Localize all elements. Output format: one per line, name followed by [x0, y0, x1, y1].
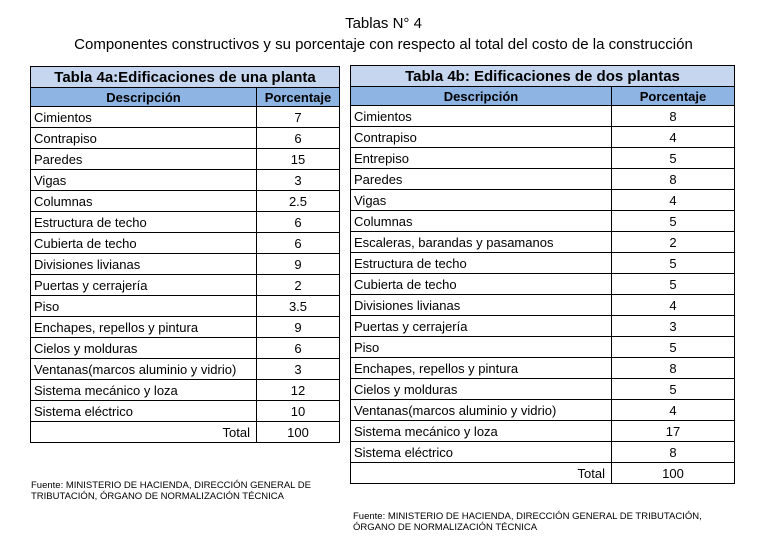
table-a-description-cell: Columnas [31, 191, 257, 212]
table-b-percentage-cell: 5 [612, 148, 735, 169]
table-b-row [351, 169, 735, 190]
table-b-row [351, 337, 735, 358]
table-b-description-cell: Cielos y molduras [351, 379, 612, 400]
table-b-description-cell: Sistema mecánico y loza [351, 421, 612, 442]
table-b-description-cell: Cubierta de techo [351, 274, 612, 295]
table-a-description-cell: Estructura de techo [31, 212, 257, 233]
table-a-percentage-cell: 9 [257, 317, 340, 338]
table-a-description-cell: Cubierta de techo [31, 233, 257, 254]
table-a-body [31, 107, 340, 422]
table-b-percentage-cell: 4 [612, 400, 735, 421]
table-a-total-label: Total [31, 422, 257, 443]
table-b-percentage-cell: 5 [612, 274, 735, 295]
table-b-percentage-cell: 17 [612, 421, 735, 442]
table-a-description-cell: Sistema mecánico y loza [31, 380, 257, 401]
table-a-source: Fuente: MINISTERIO DE HACIENDA, DIRECCIÓN GENERAL DE TRIBUTACIÓN, ÓRGANO DE NORMALIZACIÓN TÉCNICA [31, 480, 311, 502]
table-a-row [31, 359, 340, 380]
table-a-row [31, 128, 340, 149]
table-a-percentage-cell: 6 [257, 233, 340, 254]
table-b-row [351, 148, 735, 169]
table-a-description-cell: Piso [31, 296, 257, 317]
table-a-description-cell: Puertas y cerrajería [31, 275, 257, 296]
table-a-header-percentage: Porcentaje [257, 88, 340, 107]
table-a-percentage-cell: 6 [257, 128, 340, 149]
page-subtitle: Componentes constructivos y su porcentaje con respecto al total del costo de la construcción [74, 36, 693, 53]
table-b-total-value: 100 [612, 463, 735, 484]
table-a-header-description: Descripción [31, 88, 257, 107]
table-b-percentage-cell: 4 [612, 295, 735, 316]
table-b-description-cell: Ventanas(marcos aluminio y vidrio) [351, 400, 612, 421]
table-b-row [351, 379, 735, 400]
table-b-row [351, 190, 735, 211]
table-a-row [31, 380, 340, 401]
table-a-percentage-cell: 12 [257, 380, 340, 401]
table-b-row [351, 358, 735, 379]
table-a-caption: Tabla 4a:Edificaciones de una planta [31, 67, 340, 88]
table-a-row [31, 275, 340, 296]
table-b-row [351, 232, 735, 253]
table-b-description-cell: Contrapiso [351, 127, 612, 148]
table-a-percentage-cell: 15 [257, 149, 340, 170]
table-b-description-cell: Puertas y cerrajería [351, 316, 612, 337]
table-a-percentage-cell: 3 [257, 170, 340, 191]
table-a-row [31, 296, 340, 317]
table-a-row [31, 338, 340, 359]
table-b-row [351, 400, 735, 421]
table-b-percentage-cell: 5 [612, 253, 735, 274]
table-a-row [31, 233, 340, 254]
table-b-description-cell: Columnas [351, 211, 612, 232]
table-a-row [31, 170, 340, 191]
table-a-percentage-cell: 7 [257, 107, 340, 128]
table-b-row [351, 274, 735, 295]
table-b-description-cell: Estructura de techo [351, 253, 612, 274]
table-b-row [351, 253, 735, 274]
table-a-percentage-cell: 6 [257, 338, 340, 359]
table-b-percentage-cell: 8 [612, 442, 735, 463]
table-a-description-cell: Divisiones livianas [31, 254, 257, 275]
table-b-percentage-cell: 5 [612, 337, 735, 358]
table-a-row [31, 254, 340, 275]
table-b-description-cell: Entrepiso [351, 148, 612, 169]
table-b-percentage-cell: 8 [612, 358, 735, 379]
table-a-description-cell: Enchapes, repellos y pintura [31, 317, 257, 338]
table-a-description-cell: Vigas [31, 170, 257, 191]
table-a-percentage-cell: 9 [257, 254, 340, 275]
table-a-description-cell: Contrapiso [31, 128, 257, 149]
table-b-percentage-cell: 5 [612, 379, 735, 400]
table-a-percentage-cell: 2.5 [257, 191, 340, 212]
table-b-description-cell: Piso [351, 337, 612, 358]
table-a [30, 66, 340, 443]
table-a-total-value: 100 [257, 422, 340, 443]
table-a-row [31, 212, 340, 233]
table-a-percentage-cell: 3.5 [257, 296, 340, 317]
table-a-description-cell: Sistema eléctrico [31, 401, 257, 422]
table-b-row [351, 421, 735, 442]
table-b-body [351, 106, 735, 463]
table-b-percentage-cell: 8 [612, 169, 735, 190]
table-b-total-label: Total [351, 463, 612, 484]
table-a-description-cell: Cielos y molduras [31, 338, 257, 359]
table-b-description-cell: Sistema eléctrico [351, 442, 612, 463]
table-b-total-row [351, 463, 735, 484]
table-b-percentage-cell: 3 [612, 316, 735, 337]
table-a-total-row [31, 422, 340, 443]
table-b-description-cell: Enchapes, repellos y pintura [351, 358, 612, 379]
page-title: Tablas N° 4 [345, 15, 422, 32]
table-a-percentage-cell: 10 [257, 401, 340, 422]
table-b-header-description: Descripción [351, 87, 612, 106]
table-b-description-cell: Divisiones livianas [351, 295, 612, 316]
table-b-percentage-cell: 4 [612, 190, 735, 211]
table-b [350, 65, 735, 484]
table-b-row [351, 211, 735, 232]
table-b-percentage-cell: 8 [612, 106, 735, 127]
table-b-row [351, 316, 735, 337]
table-a-percentage-cell: 2 [257, 275, 340, 296]
table-b-caption: Tabla 4b: Edificaciones de dos plantas [351, 66, 735, 87]
table-b-percentage-cell: 4 [612, 127, 735, 148]
table-b-row [351, 442, 735, 463]
table-b-row [351, 106, 735, 127]
table-a-row [31, 317, 340, 338]
table-a-percentage-cell: 6 [257, 212, 340, 233]
table-a-row [31, 191, 340, 212]
table-b-header-percentage: Porcentaje [612, 87, 735, 106]
table-b-description-cell: Vigas [351, 190, 612, 211]
table-b-row [351, 127, 735, 148]
table-b-description-cell: Escaleras, barandas y pasamanos [351, 232, 612, 253]
table-b-description-cell: Paredes [351, 169, 612, 190]
table-b-source: Fuente: MINISTERIO DE HACIENDA, DIRECCIÓN GENERAL DE TRIBUTACIÓN, ÓRGANO DE NORMALIZACIÓN TÉCNICA [353, 511, 702, 533]
table-a-row [31, 149, 340, 170]
table-b-row [351, 295, 735, 316]
table-a-description-cell: Paredes [31, 149, 257, 170]
table-a-row [31, 107, 340, 128]
table-b-description-cell: Cimientos [351, 106, 612, 127]
table-a-description-cell: Cimientos [31, 107, 257, 128]
table-a-row [31, 401, 340, 422]
table-a-percentage-cell: 3 [257, 359, 340, 380]
table-b-percentage-cell: 5 [612, 211, 735, 232]
table-a-description-cell: Ventanas(marcos aluminio y vidrio) [31, 359, 257, 380]
table-b-percentage-cell: 2 [612, 232, 735, 253]
